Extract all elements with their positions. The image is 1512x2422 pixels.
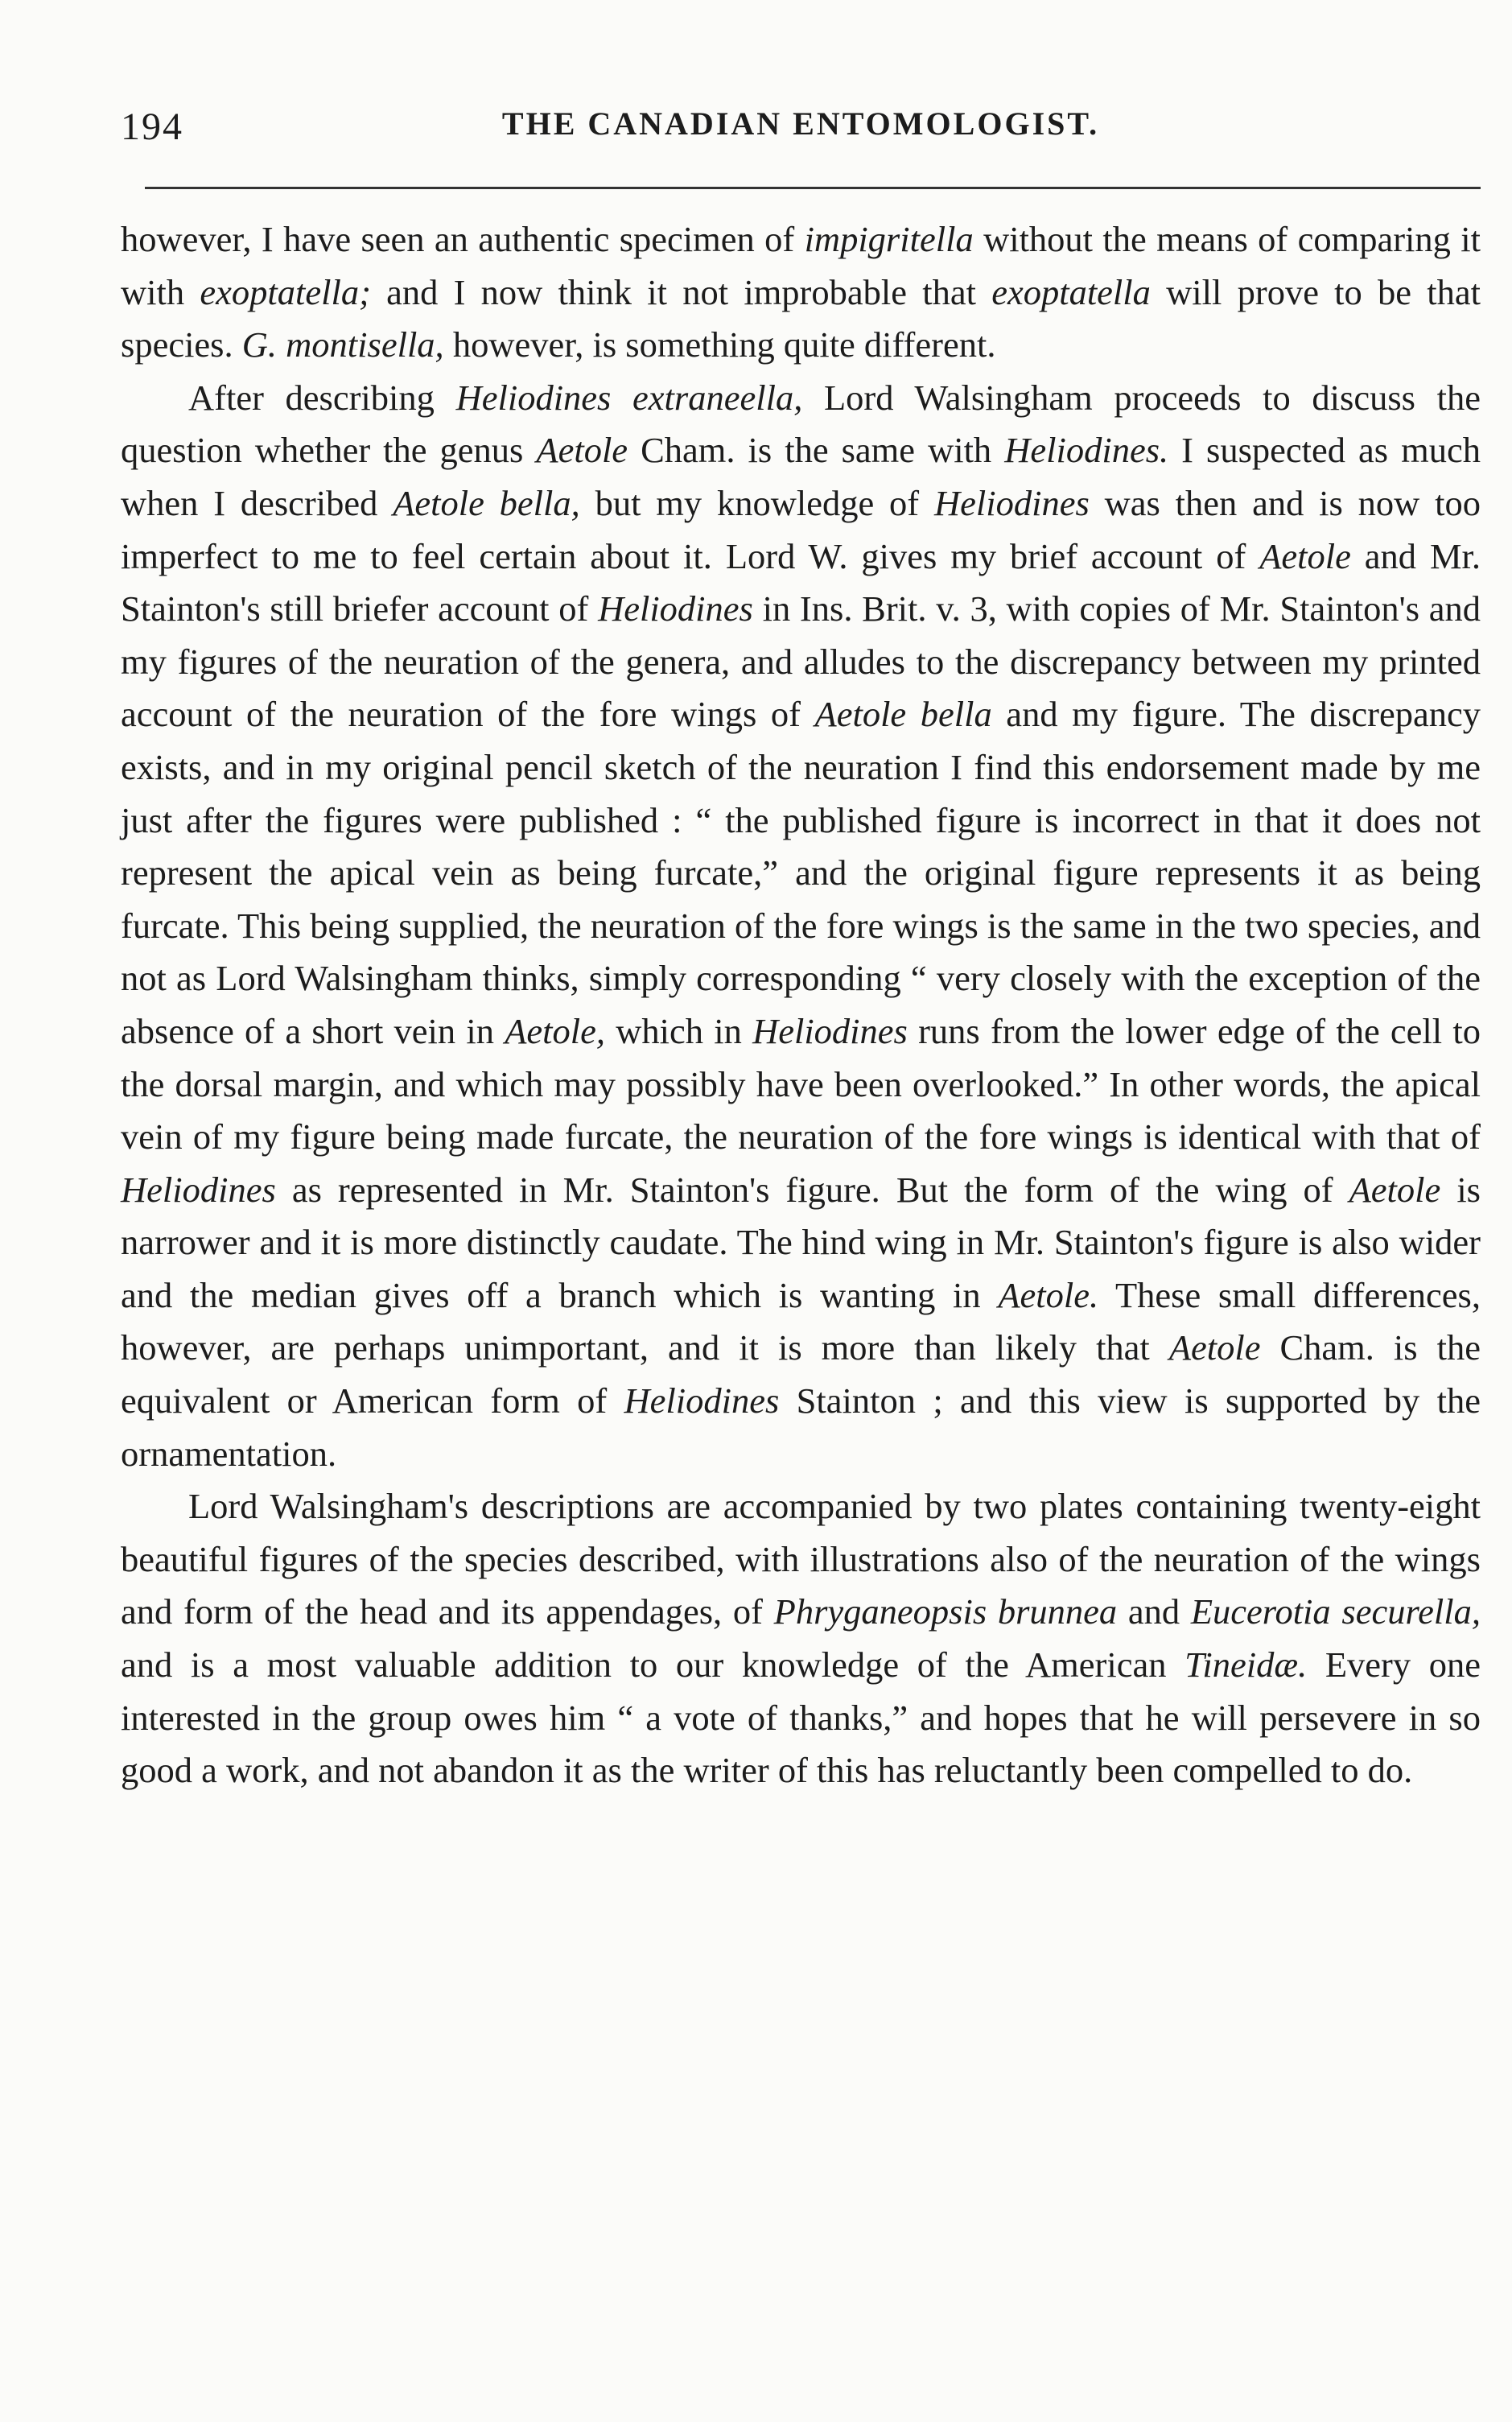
paragraph: [121, 213, 1481, 372]
text-run: however, I have seen an authentic specimen of: [121, 219, 805, 259]
text-run: as represented in Mr. Stainton's figure. But the form of the wing of: [275, 1169, 1349, 1210]
text-run: runs from the lower edge of the cell to the dorsal margin, and which may possibly have been overlooked.” In other words, the apical vein of my figure being made furcate, the neuration of the fore wings is identical with that of: [121, 1010, 1481, 1157]
italic-run: Heliodines extraneella,: [455, 377, 803, 418]
page-header: [121, 105, 1481, 169]
text-run: in Ins. Brit. v. 3, with copies of Mr. Stainton's and my figures of the neuration of the genera, and alludes to the discrepancy between my printed account of the neuration of the fore wings of: [121, 588, 1481, 735]
document-page: [121, 105, 1481, 1797]
text-run: After describing: [188, 377, 456, 418]
italic-run: impigritella: [804, 219, 974, 259]
text-run: Stainton ; and this view is supported by the ornamentation.: [121, 1380, 1481, 1474]
text-run: will prove to be that species.: [121, 271, 1481, 365]
italic-run: Aetole.: [998, 1274, 1099, 1315]
text-run: and I now think it not improbable that: [370, 271, 992, 312]
text-run: and: [1117, 1591, 1191, 1632]
text-run: Every one interested in the group owes him “ a vote of thanks,” and hopes that he will persevere in so good a work, and not abandon it as the writer of this has reluctantly been compelled to do.: [121, 1644, 1481, 1791]
text-run: which in: [605, 1010, 753, 1051]
text-run: and is a most valuable addition to our knowledge of the American: [121, 1644, 1185, 1685]
italic-run: Aetole,: [505, 1010, 606, 1051]
italic-run: Heliodines: [121, 1169, 276, 1210]
italic-run: Heliodines: [752, 1010, 908, 1051]
italic-run: Heliodines: [624, 1380, 780, 1421]
paragraph: [121, 372, 1481, 1480]
italic-run: Tineidæ.: [1184, 1644, 1308, 1685]
paragraph: [121, 1480, 1481, 1797]
italic-run: Heliodines: [933, 482, 1090, 523]
text-run: is narrower and it is more distinctly caudate. The hind wing in Mr. Stainton's figure is also wider and the median gives off a branch which is wanting in: [121, 1169, 1481, 1315]
text-run: without the means of comparing it with: [121, 219, 1481, 312]
italic-run: Eucerotia securella,: [1190, 1591, 1481, 1632]
italic-run: Phryganeopsis brunnea: [773, 1591, 1118, 1632]
text-run: Cham. is the equivalent or American form of: [121, 1327, 1481, 1421]
text-run: and Mr. Stainton's still briefer account of: [121, 535, 1481, 629]
text-run: Lord Walsingham proceeds to discuss the question whether the genus: [121, 377, 1481, 471]
italic-run: G. montisella,: [241, 324, 444, 365]
italic-run: exoptatella;: [200, 271, 371, 312]
italic-run: Heliodines.: [1004, 430, 1169, 471]
italic-run: Aetole: [1349, 1169, 1441, 1210]
italic-run: Aetole: [1168, 1327, 1261, 1368]
italic-run: Aetole: [536, 430, 628, 471]
header-rule: [145, 187, 1481, 189]
italic-run: exoptatella: [991, 271, 1151, 312]
text-run: These small differences, however, are perhaps unimportant, and it is more than likely that: [121, 1274, 1481, 1368]
text-run: was then and is now too imperfect to me to feel certain about it. Lord W. gives my brief account of: [121, 482, 1481, 576]
text-run: and my figure. The discrepancy exists, and in my original pencil sketch of the neuration I find this endorsement made by me just after the figures were published : “ the published figure is incorrect in that it does not represent the apical vein as being furcate,” and the original figure represents it as being furcate. This being supplied, the neuration of the fore wings is the same in the two species, and not as Lord Walsingham thinks, simply corresponding “ very closely with the exception of the absence of a short vein in: [121, 694, 1481, 1051]
text-run: but my knowledge of: [579, 482, 934, 523]
text-run: however, is something quite different.: [443, 324, 996, 365]
italic-run: Aetole bella: [814, 694, 992, 735]
text-run: Cham. is the same with: [628, 430, 1005, 471]
italic-run: Aetole: [1259, 535, 1351, 576]
body-text: [121, 213, 1481, 1797]
italic-run: Aetole bella,: [393, 482, 580, 523]
running-title: THE CANADIAN ENTOMOLOGIST.: [501, 105, 1100, 142]
text-run: I suspected as much when I described: [121, 430, 1481, 523]
italic-run: Heliodines: [598, 588, 753, 629]
text-run: Lord Walsingham's descriptions are accompanied by two plates containing twenty-eight beautiful figures of the species described, with illustrations also of the neuration of the wings and form of the head and its appendages, of: [121, 1486, 1481, 1632]
page-number: 194: [121, 105, 183, 148]
